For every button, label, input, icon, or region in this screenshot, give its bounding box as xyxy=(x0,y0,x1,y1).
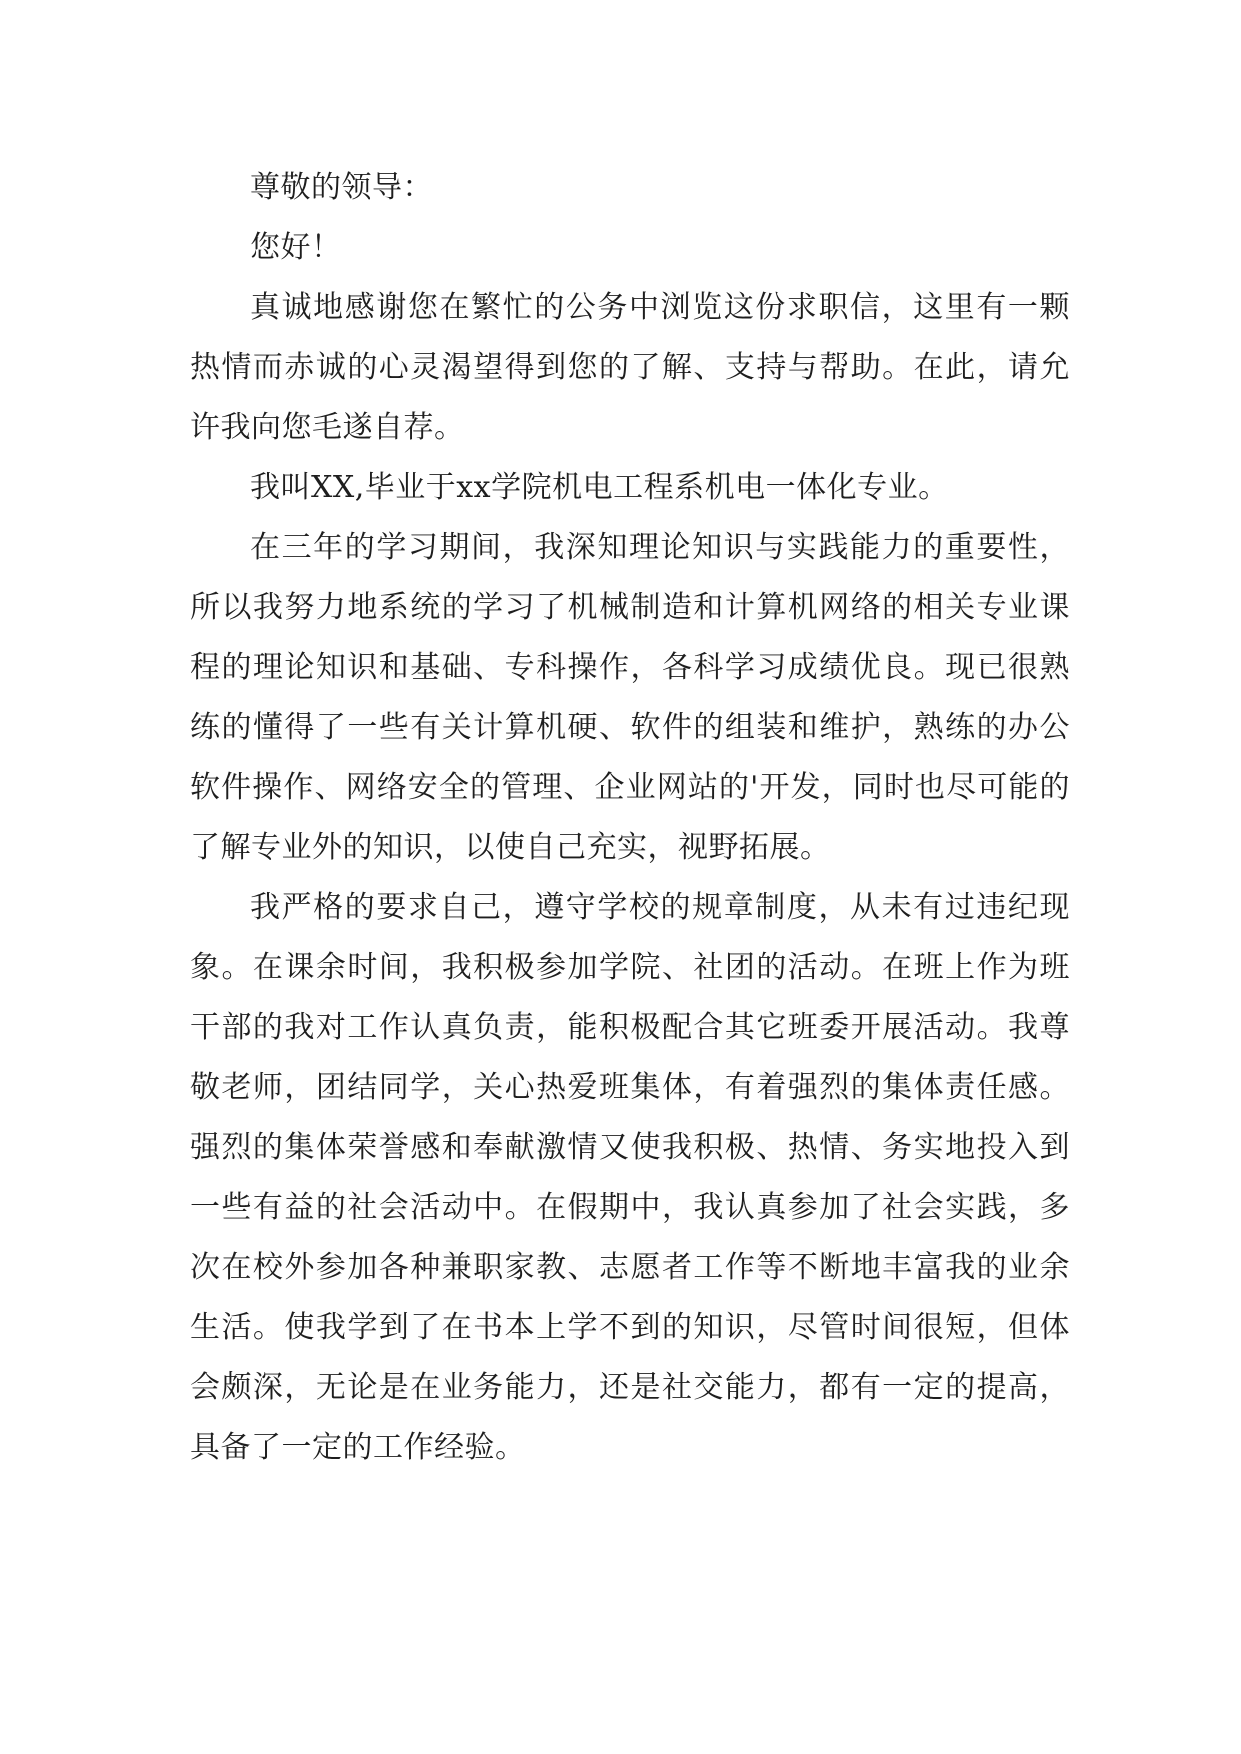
paragraph-activities: 我严格的要求自己，遵守学校的规章制度，从未有过违纪现象。在课余时间，我积极参加学院、社团的活动。在班上作为班干部的我对工作认真负责，能积极配合其它班委开展活动。我尊敬老师，团结同学，关心热爱班集体，有着强烈的集体责任感。强烈的集体荣誉感和奉献激情又使我积极、热情、务实地投入到一些有益的社会活动中。在假期中，我认真参加了社会实践，多次在校外参加各种兼职家教、志愿者工作等不断地丰富我的业余生活。使我学到了在书本上学不到的知识，尽管时间很短，但体会颇深，无论是在业务能力，还是社交能力，都有一定的提高，具备了一定的工作经验。 xyxy=(190,890,1070,1465)
paragraph-introduction: 我叫XX,毕业于xx学院机电工程系机电一体化专业。 xyxy=(250,470,949,505)
paragraph-thanks: 真诚地感谢您在繁忙的公务中浏览这份求职信，这里有一颗热情而赤诚的心灵渴望得到您的了解、支持与帮助。在此，请允许我向您毛遂自荐。 xyxy=(190,290,1070,445)
greeting: 您好！ xyxy=(250,230,342,265)
salutation: 尊敬的领导： xyxy=(250,170,433,205)
cover-letter-body xyxy=(190,158,1070,1478)
paragraph-study: 在三年的学习期间，我深知理论知识与实践能力的重要性，所以我努力地系统的学习了机械制造和计算机网络的相关专业课程的理论知识和基础、专科操作，各科学习成绩优良。现已很熟练的懂得了一些有关计算机硬、软件的组装和维护，熟练的办公软件操作、网络安全的管理、企业网站的'开发，同时也尽可能的了解专业外的知识，以使自己充实，视野拓展。 xyxy=(190,530,1070,865)
